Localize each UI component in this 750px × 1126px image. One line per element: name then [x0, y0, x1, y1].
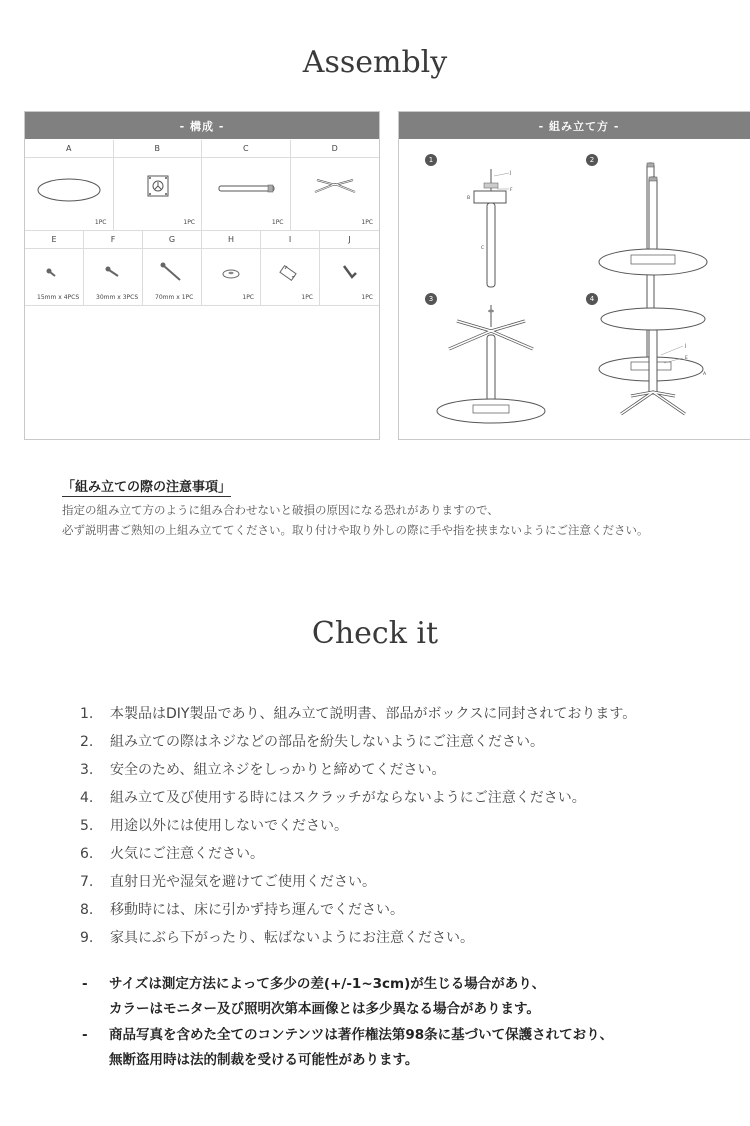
wrench-icon — [261, 249, 320, 294]
part-qty: 1PC — [301, 294, 313, 301]
medium-screw-icon — [84, 249, 143, 294]
step-label: C — [481, 246, 485, 251]
column-icon — [202, 158, 290, 218]
parts-header: - 構成 - — [25, 112, 379, 139]
step-number: 1 — [425, 154, 437, 166]
note-text: カラーはモニター及び照明次第本画像とは多少異なる場合があります。 — [109, 1001, 540, 1017]
step-label: F — [510, 188, 513, 193]
check-item — [80, 815, 348, 835]
check-text: 用途以外には使用しないでください。 — [110, 818, 348, 834]
step-number: 4 — [586, 293, 598, 305]
check-item — [80, 843, 264, 863]
hex-key-icon — [320, 249, 379, 294]
check-text: 組み立て及び使用する時にはスクラッチがならないようにご注意ください。 — [110, 790, 586, 806]
note-item — [82, 972, 545, 1017]
check-num: 4. — [80, 790, 94, 806]
part-a — [25, 140, 114, 231]
part-letter: A — [25, 140, 113, 158]
part-letter: I — [261, 231, 319, 249]
step-1-diagram — [467, 169, 513, 287]
check-num: 7. — [80, 874, 94, 890]
step-label: B — [467, 196, 471, 201]
note-text: 商品写真を含めた全てのコンテンツは著作権法第98条に基づいて保護されており、 — [109, 1027, 614, 1043]
part-letter: G — [143, 231, 201, 249]
check-item — [80, 927, 474, 947]
check-item — [80, 703, 636, 723]
check-item — [80, 787, 586, 807]
check-text: 本製品はDIY製品であり、組み立て説明書、部品がボックスに同封されております。 — [110, 706, 637, 722]
check-title: Check it — [311, 616, 439, 651]
parts-row-2 — [25, 231, 379, 306]
part-qty: 30mm x 3PCS — [96, 294, 139, 301]
mounting-plate-icon — [114, 158, 202, 218]
check-text: 家具にぶら下がったり、転ばないようにお注意ください。 — [110, 930, 474, 946]
check-num: 1. — [80, 706, 94, 722]
part-letter: J — [320, 231, 379, 249]
caution-heading: 「組み立ての際の注意事項」 — [62, 476, 231, 497]
part-qty: 1PC — [271, 219, 284, 226]
washer-icon — [202, 249, 261, 294]
round-tabletop-icon — [25, 158, 113, 218]
step-3-figure — [409, 297, 589, 427]
part-qty: 1PC — [94, 219, 107, 226]
check-text: 火気にご注意ください。 — [110, 846, 264, 862]
check-item — [80, 899, 404, 919]
part-letter: H — [202, 231, 260, 249]
step-label: J — [685, 344, 687, 349]
part-qty: 1PC — [183, 219, 195, 226]
check-num: 6. — [80, 846, 94, 862]
caution-text: 必ず説明書ご熟知の上組み立ててください。取り付けや取り外しの際に手や指を挟まないようにご注意ください。 — [62, 523, 649, 537]
part-j — [320, 231, 379, 306]
check-num: 5. — [80, 818, 94, 834]
part-letter: F — [84, 231, 142, 249]
parts-row-1 — [25, 140, 379, 231]
part-d — [291, 140, 380, 231]
part-b — [114, 140, 203, 231]
check-item — [80, 759, 445, 779]
part-qty: 1PC — [361, 219, 373, 226]
check-item — [80, 871, 376, 891]
part-g — [143, 231, 202, 306]
part-letter: B — [114, 140, 202, 158]
part-e — [25, 231, 84, 306]
check-item — [80, 731, 544, 751]
note-dash: - — [82, 1027, 88, 1043]
check-num: 3. — [80, 762, 94, 778]
step-label: A — [703, 372, 707, 377]
check-text: 直射日光や湿気を避けてご使用ください。 — [110, 874, 376, 890]
part-qty: 1PC — [361, 294, 373, 301]
steps-header: - 組み立て方 - — [399, 112, 750, 139]
part-qty: 70mm x 1PC — [155, 294, 194, 301]
note-text: サイズは測定方法によって多少の差(+/-1~3cm)が生じる場合があり、 — [109, 976, 546, 992]
check-num: 9. — [80, 930, 94, 946]
check-text: 安全のため、組立ネジをしっかりと締めてください。 — [110, 762, 446, 778]
part-f — [84, 231, 143, 306]
check-num: 2. — [80, 734, 94, 750]
step-number: 2 — [586, 154, 598, 166]
step-4-figure — [579, 302, 750, 432]
note-dash: - — [82, 976, 88, 992]
note-text: 無断盗用時は法的制裁を受ける可能性があります。 — [109, 1052, 419, 1068]
check-num: 8. — [80, 902, 94, 918]
note-item — [82, 1023, 613, 1068]
short-screw-icon — [25, 249, 84, 294]
step-2-figure — [579, 167, 750, 297]
part-i — [261, 231, 320, 306]
parts-panel — [24, 111, 380, 440]
part-qty: 1PC — [242, 294, 254, 301]
cross-base-icon — [291, 158, 379, 218]
part-letter: E — [25, 231, 83, 249]
caution-text: 指定の組み立て方のように組み合わせないと破損の原因になる恐れがありますので、 — [62, 503, 499, 517]
step-number: 3 — [425, 293, 437, 305]
check-text: 組み立ての際はネジなどの部品を紛失しないようにご注意ください。 — [110, 734, 544, 750]
part-h — [202, 231, 261, 306]
part-qty: 15mm x 4PCS — [37, 294, 80, 301]
check-text: 移動時には、床に引かず持ち運んでください。 — [110, 902, 404, 918]
part-letter: C — [202, 140, 290, 158]
long-bolt-icon — [143, 249, 202, 294]
steps-panel — [398, 111, 750, 440]
step-label: J — [510, 171, 512, 176]
part-letter: D — [291, 140, 380, 158]
part-c — [202, 140, 291, 231]
assembly-title: Assembly — [302, 45, 448, 80]
step-label: E — [685, 356, 688, 361]
